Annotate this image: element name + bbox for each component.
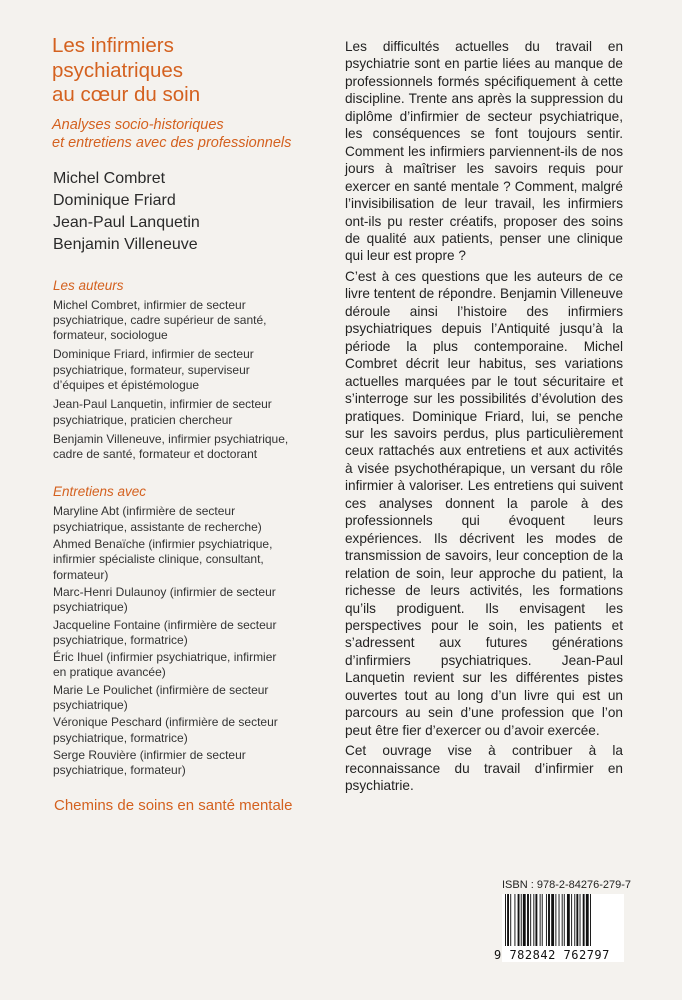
barcode-bar bbox=[555, 894, 556, 946]
barcode-bar bbox=[514, 894, 515, 946]
barcode-bar bbox=[540, 894, 541, 946]
interviewee: Marc-Henri Dulaunoy (infirmier de secteur psychiatrique) bbox=[53, 584, 276, 615]
barcode-bar bbox=[548, 894, 550, 946]
blurb-paragraph: C’est à ces questions que les auteurs de ce livre tentent de répondre. Benjamin Villeneuve déroule ainsi l’histoire des infirmiers psychiatriques depuis l’Antiquité jusqu’à la période la plus contemporaine. Michel Combret décrit leur habitus, ses variations actuelles marquées par le tout sécuritaire et s’interroge sur les possibilités d’évolution des pratiques. Dominique Friard, lui, se penche sur les savoirs perdus, plus particulièrement ceux rattachés aux entretiens et aux activités à visée psychothérapique, un versant du rôle infirmier à valoriser. Les entretiens qui suivent ces analyses donnent la parole à des professionnels qui évoquent leurs expériences. Ils décrivent les modes de transmission de savoirs, leur conception de la relation de soin, leur approche du patient, la richesse de leurs activités, les formations qu’ils prodiguent. Ils envisagent les perspectives pour le soin, les patients et s’adressent aux futures générations d’infirmiers psychiatriques. Jean-Paul Lanquetin revient sur les différentes pistes ouvertes tout au long d’un livre qui est un parcours au sein d’une profession que l’on peut être fier d’exercer ou d’avoir exercée. bbox=[345, 268, 623, 738]
book-subtitle: Analyses socio-historiques et entretiens avec des professionnels bbox=[52, 116, 292, 151]
barcode-bar bbox=[576, 894, 578, 946]
barcode-bar bbox=[559, 894, 560, 946]
barcode-bar bbox=[527, 894, 529, 946]
author-name: Jean-Paul Lanquetin bbox=[53, 213, 200, 231]
barcode-bar bbox=[586, 894, 589, 946]
book-title: Les infirmiers psychiatriques au cœur du soin bbox=[52, 34, 201, 106]
author-bio: Jean-Paul Lanquetin, infirmier de secteur psychiatrique, praticien chercheur bbox=[53, 397, 272, 427]
barcode-bar bbox=[571, 894, 572, 946]
barcode-bar bbox=[530, 894, 531, 946]
interviewee: Jacqueline Fontaine (infirmière de secteur psychiatrique, formatrice) bbox=[53, 617, 277, 647]
barcode-bar bbox=[583, 894, 585, 946]
interviewee: Ahmed Benaïche (infirmier psychiatrique, infirmier spécialiste clinique, consultant, formateur) bbox=[53, 537, 273, 582]
interviewee: Éric Ihuel (infirmier psychiatrique, infirmier en pratique avancée) bbox=[53, 650, 277, 680]
barcode-bar bbox=[551, 894, 554, 946]
back-cover-blurb bbox=[345, 38, 623, 794]
barcode-bar bbox=[567, 894, 570, 946]
interviewee: Véronique Peschard (infirmière de secteur psychiatrique, formatrice) bbox=[53, 715, 278, 745]
barcode-bars bbox=[502, 894, 624, 946]
blurb-paragraph: Cet ouvrage vise à contribuer à la reconnaissance du travail d’infirmier en psychiatrie. bbox=[345, 743, 623, 794]
barcode-bar bbox=[535, 894, 537, 946]
series-name: Chemins de soins en santé mentale bbox=[54, 796, 293, 814]
barcode-bar bbox=[510, 894, 511, 946]
barcode-bar bbox=[590, 894, 591, 946]
author-list bbox=[53, 168, 342, 256]
author-bio: Dominique Friard, infirmier de secteur psychiatrique, formateur, superviseur d’équipes et épistémologue bbox=[53, 347, 254, 392]
barcode-bar bbox=[574, 894, 575, 946]
barcode-bar bbox=[521, 894, 522, 946]
interviewee: Marie Le Poulichet (infirmière de secteur psychiatrique) bbox=[53, 682, 269, 713]
barcode-bar bbox=[546, 894, 547, 946]
author-bio: Michel Combret, infirmier de secteur psychiatrique, cadre supérieur de santé, formateur, sociologue bbox=[53, 297, 267, 343]
interviews-heading: Entretiens avec bbox=[53, 484, 147, 500]
barcode-bar bbox=[505, 894, 506, 946]
barcode-bar bbox=[533, 894, 534, 946]
blurb-paragraph: Les difficultés actuelles du travail en psychiatrie sont en partie liées au manque de professionnels formés spécifiquement à cette discipline. Trente ans après la suppression du diplôme d’infirmier de secteur psychiatrique, les conséquences se font toujours sentir. Comment les infirmiers parviennent-ils de nos jours à maîtriser les savoirs requis pour exercer en santé mentale ? Comment, malgré l’invisibilisation de leur travail, les infirmiers ont-ils pu rester créatifs, proposer des soins de qualité aux patients, penser une clinique qui leur est propre ? bbox=[345, 39, 623, 264]
barcode-bar bbox=[523, 894, 526, 946]
interviewee: Maryline Abt (infirmière de secteur psychiatrique, assistante de recherche) bbox=[53, 504, 262, 534]
barcode-bar bbox=[580, 894, 581, 946]
author-name: Benjamin Villeneuve bbox=[53, 235, 198, 253]
authors-heading: Les auteurs bbox=[53, 277, 124, 293]
author-name: Dominique Friard bbox=[53, 191, 176, 209]
interviewee: Serge Rouvière (infirmier de secteur psychiatrique, formateur) bbox=[53, 747, 246, 778]
barcode-digits: 9 782842 762797 bbox=[494, 948, 610, 962]
barcode-bar bbox=[562, 894, 563, 946]
barcode-bar bbox=[542, 894, 543, 946]
isbn-label: ISBN : 978-2-84276-279-7 bbox=[502, 879, 632, 891]
author-name: Michel Combret bbox=[53, 169, 166, 187]
barcode-bar bbox=[518, 894, 520, 946]
barcode-bar bbox=[564, 894, 565, 946]
barcode-bar bbox=[507, 894, 509, 946]
left-column bbox=[52, 34, 342, 814]
author-bio: Benjamin Villeneuve, infirmier psychiatrique, cadre de santé, formateur et doctorant bbox=[53, 431, 289, 462]
